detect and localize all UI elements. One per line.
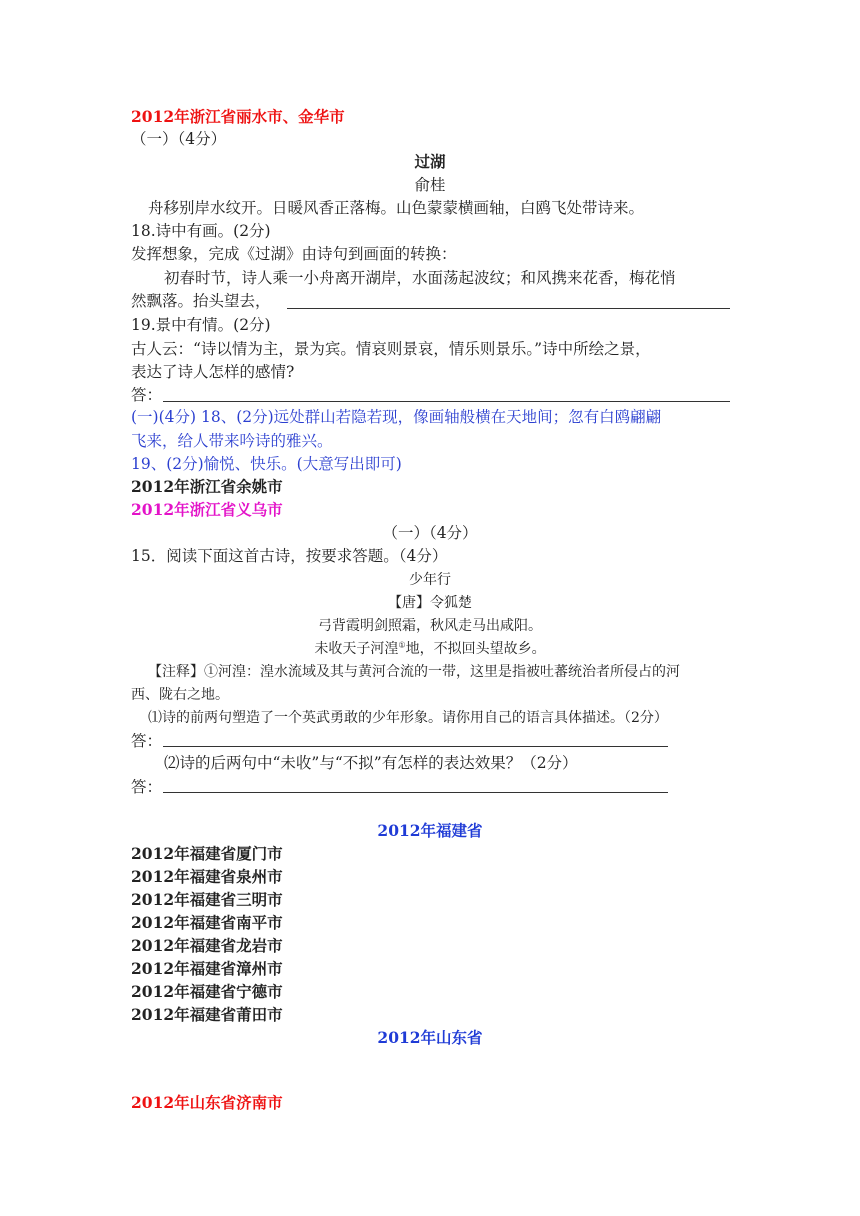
heading-fujian-city: 2012年福建省龙岩市	[131, 936, 283, 955]
heading-fujian-city: 2012年福建省漳州市	[131, 959, 283, 978]
note-line1: 【注释】①河湟：湟水流域及其与黄河合流的一带，这里是指被吐蕃统治者所侵占的河	[148, 664, 680, 680]
question-18-prompt: 发挥想象，完成《过湖》由诗句到画面的转换：	[131, 245, 457, 263]
answer-key-line1: (一)(4分) 18、(2分)远处群山若隐若现，像画轴般横在天地间；忽有白鸥翩翩	[131, 408, 662, 426]
heading-yiwu: 2012年浙江省义乌市	[131, 500, 283, 519]
heading-fujian: 2012年福建省	[377, 821, 483, 840]
heading-fujian-city: 2012年福建省三明市	[131, 890, 283, 909]
poem-line-1: 弓背霞明剑照霜，秋风走马出咸阳。	[318, 618, 542, 634]
poem-text: 舟移别岸水纹开。日暖风香正落梅。山色蒙蒙横画轴，白鸥飞处带诗来。	[148, 199, 645, 217]
answer-label-sub1: 答：	[131, 732, 163, 750]
answer-blank-sub2[interactable]	[163, 792, 668, 793]
poem-author-linghuchu: 【唐】令狐楚	[388, 595, 472, 611]
heading-fujian-city: 2012年福建省莆田市	[131, 1005, 283, 1024]
answer-blank-19[interactable]	[163, 401, 730, 402]
answer-label-sub2: 答：	[131, 778, 163, 796]
question-19-line1: 古人云：“诗以情为主，景为宾。情哀则景哀，情乐则景乐。”诗中所绘之景，	[131, 340, 651, 358]
heading-fujian-city: 2012年福建省宁德市	[131, 982, 283, 1001]
footnote-mark: ①	[398, 640, 406, 650]
question-18-line2: 然飘落。抬头望去，	[131, 292, 271, 310]
poem-author: 俞桂	[414, 176, 446, 194]
heading-shandong: 2012年山东省	[377, 1028, 483, 1047]
question-15: 15．阅读下面这首古诗，按要求答题。（4分）	[131, 547, 448, 565]
answer-key-line2: 飞来，给人带来吟诗的雅兴。	[131, 432, 333, 450]
part-label-yiwu: （一）（4分）	[382, 524, 478, 542]
answer-blank-sub1[interactable]	[163, 746, 668, 747]
question-19-title: 19.景中有情。(2分)	[131, 316, 271, 334]
sub-question-1: ⑴诗的前两句塑造了一个英武勇敢的少年形象。请你用自己的语言具体描述。（2分）	[148, 710, 668, 726]
answer-blank-18[interactable]	[287, 308, 730, 309]
heading-lishui-jinhua: 2012年浙江省丽水市、金华市	[131, 107, 345, 126]
note-line2: 西、陇右之地。	[131, 687, 229, 703]
part-label: （一）（4分）	[131, 130, 227, 148]
answer-key-line3: 19、(2分)愉悦、快乐。(大意写出即可)	[131, 455, 402, 473]
poem-title-shaonianxing: 少年行	[409, 572, 451, 588]
question-18-title: 18.诗中有画。(2分)	[131, 222, 271, 240]
sub-question-2: ⑵诗的后两句中“未收”与“不拟”有怎样的表达效果？（2分）	[164, 754, 578, 772]
heading-jinan: 2012年山东省济南市	[131, 1093, 283, 1112]
heading-yuyao: 2012年浙江省余姚市	[131, 477, 283, 496]
heading-fujian-city: 2012年福建省南平市	[131, 913, 283, 932]
answer-label-19: 答：	[131, 386, 163, 404]
poem-line-2: 未收天子河湟①地，不拟回头望故乡。	[314, 640, 546, 657]
question-18-line1: 初春时节，诗人乘一小舟离开湖岸，水面荡起波纹；和风携来花香，梅花悄	[164, 269, 676, 287]
poem-title: 过湖	[414, 152, 446, 171]
heading-fujian-city: 2012年福建省厦门市	[131, 844, 283, 863]
question-19-line2: 表达了诗人怎样的感情?	[131, 363, 295, 381]
heading-fujian-city: 2012年福建省泉州市	[131, 867, 283, 886]
